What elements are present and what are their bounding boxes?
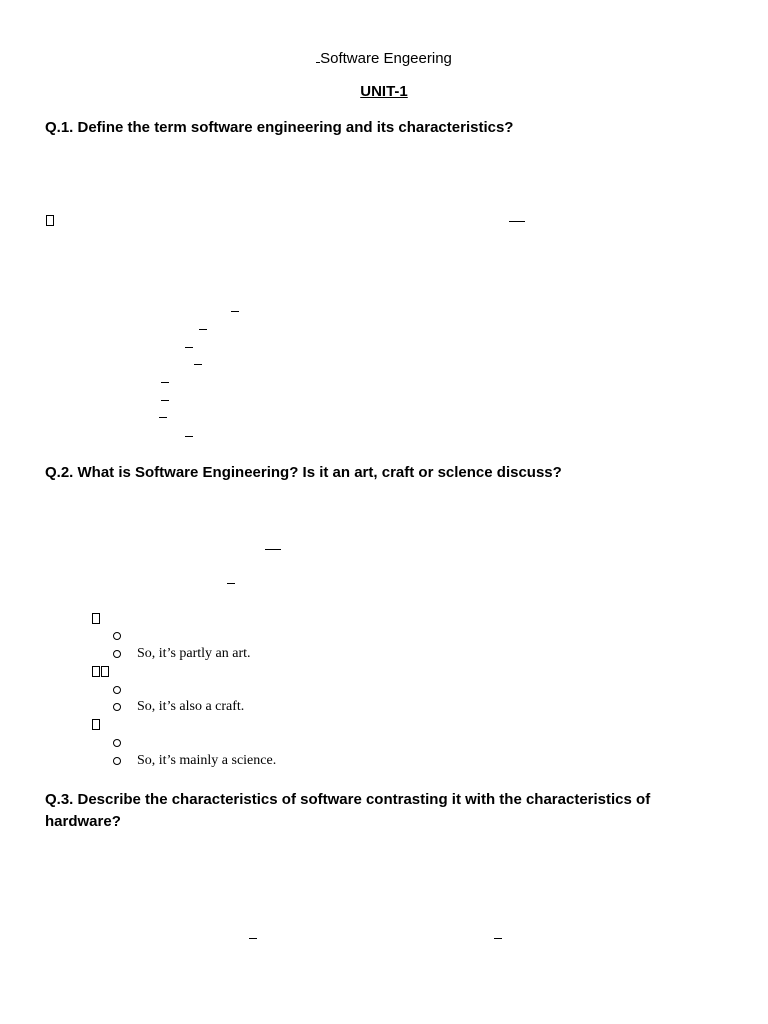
missing-glyph-icon (92, 717, 101, 731)
bullet-circle-icon (113, 650, 121, 658)
dash-mark (199, 329, 207, 330)
document-title (0, 48, 768, 67)
list-item (113, 628, 137, 644)
dash-mark (185, 436, 193, 437)
em-dash-mark (509, 221, 525, 222)
list-item: So, it’s partly an art. (113, 646, 251, 662)
missing-glyph-icon (92, 611, 101, 625)
question-3: Q.3. Describe the characteristics of software contrasting it with the characteristics of hardware? (45, 791, 651, 830)
dash-mark (161, 382, 169, 383)
bullet-circle-icon (113, 757, 121, 765)
bullet-circle-icon (113, 632, 121, 640)
dash-mark (159, 417, 167, 418)
document-title-text: Software Engeering (320, 50, 452, 67)
dash-mark (227, 583, 235, 584)
dash-mark (249, 938, 257, 939)
dash-mark (194, 364, 202, 365)
unit-heading (0, 83, 768, 100)
unit-heading-text: UNIT-1 (360, 83, 408, 100)
bullet-circle-icon (113, 686, 121, 694)
dash-mark (231, 311, 239, 312)
dash-mark (161, 400, 169, 401)
dash-mark (185, 347, 193, 348)
list-item: So, it’s mainly a science. (113, 753, 276, 769)
question-1: Q.1. Define the term software engineering and its characteristics? (45, 119, 514, 136)
em-dash-mark (265, 549, 281, 550)
bullet-circle-icon (113, 703, 121, 711)
missing-glyph-icon (92, 664, 110, 678)
list-item (113, 735, 137, 751)
missing-glyph-icon (46, 213, 55, 227)
list-item: So, it’s also a craft. (113, 699, 244, 715)
bullet-circle-icon (113, 739, 121, 747)
question-2: Q.2. What is Software Engineering? Is it an art, craft or sclence discuss? (45, 464, 562, 481)
dash-mark (494, 938, 502, 939)
list-item (113, 682, 137, 698)
